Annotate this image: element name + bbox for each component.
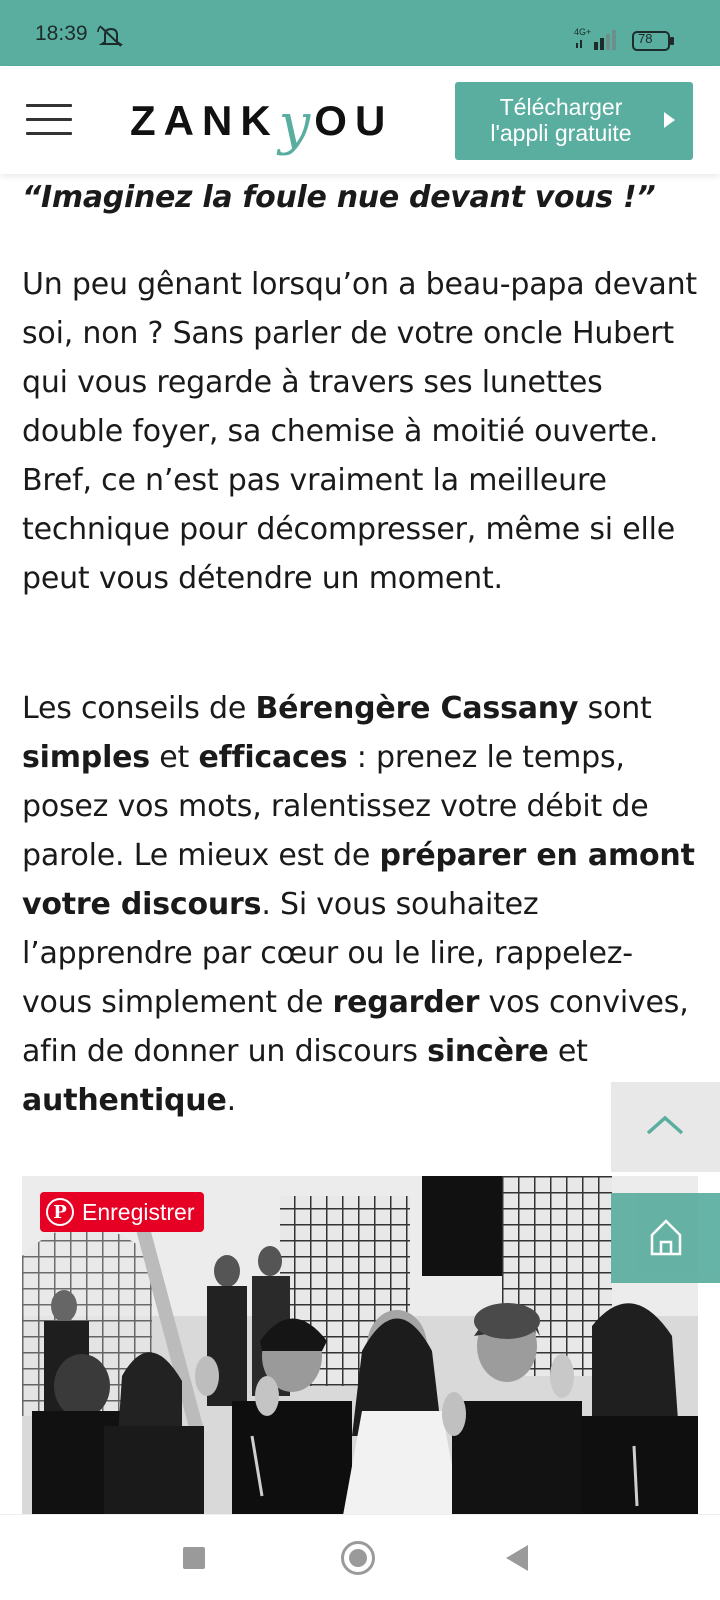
bold-text: regarder [332, 985, 480, 1020]
signal-icon [574, 26, 622, 52]
zankyou-logo[interactable] [130, 91, 394, 157]
text: Les conseils de [22, 691, 256, 726]
bold-text: sincère [427, 1034, 549, 1069]
logo-prefix: ZANK [130, 97, 279, 144]
scroll-to-top-button[interactable] [611, 1082, 720, 1172]
network-label: 4G+ [574, 27, 592, 37]
download-app-label: Télécharger l'appli gratuite [490, 94, 632, 146]
logo-suffix: OU [314, 97, 394, 144]
text: . [226, 1083, 236, 1118]
wedding-photo[interactable] [22, 1176, 698, 1514]
hamburger-menu-icon[interactable] [26, 104, 74, 140]
bold-text: simples [22, 740, 150, 775]
pinterest-save-label: Enregistrer [82, 1198, 195, 1225]
bold-text: préparer en amont votre discours [22, 838, 695, 922]
system-nav-bar [0, 1514, 720, 1600]
floating-home-button[interactable] [611, 1193, 720, 1283]
text: vos convives, afin de donner un discours [22, 985, 689, 1069]
text: et [548, 1034, 588, 1069]
text: et [149, 740, 199, 775]
bell-off-icon [96, 24, 126, 48]
home-icon [649, 1217, 683, 1257]
article-quote: “Imaginez la foule nue devant vous !” [22, 180, 656, 215]
bold-text: authentique [22, 1083, 227, 1118]
bold-text: efficaces [198, 740, 348, 775]
recents-square-icon[interactable] [183, 1547, 205, 1569]
pinterest-save-button[interactable] [40, 1192, 204, 1232]
battery-icon [632, 30, 676, 52]
play-arrow-icon [664, 112, 675, 128]
site-header [0, 66, 720, 174]
download-app-button[interactable] [455, 82, 693, 160]
article-paragraph-1: Un peu gênant lorsqu’on a beau-papa devant soi, non ? Sans parler de votre oncle Hubert qui vous regarde à travers ses lunettes double foyer, sa chemise à moitié ouverte. Bref, ce n’est pas vraiment la meilleure technique pour décompresser, même si elle peut vous détendre un moment. [22, 267, 697, 596]
logo-y: y [278, 91, 315, 157]
chevron-up-icon [645, 1114, 685, 1136]
home-circle-icon[interactable] [341, 1541, 375, 1575]
battery-level: 78 [638, 31, 653, 46]
text: sont [578, 691, 652, 726]
article-paragraph-2 [22, 684, 702, 1125]
text: . Si vous souhaitez l’apprendre par cœur ou le lire, rappelez-vous simplement de [22, 887, 633, 1020]
pinterest-icon: P [46, 1198, 74, 1226]
status-bar [0, 0, 720, 66]
back-triangle-icon[interactable] [506, 1545, 528, 1571]
text: : prenez le temps, posez vos mots, ralentissez votre débit de parole. Le mieux est de [22, 740, 649, 873]
status-time: 18:39 [35, 22, 88, 45]
bold-text: Bérengère Cassany [255, 691, 579, 726]
